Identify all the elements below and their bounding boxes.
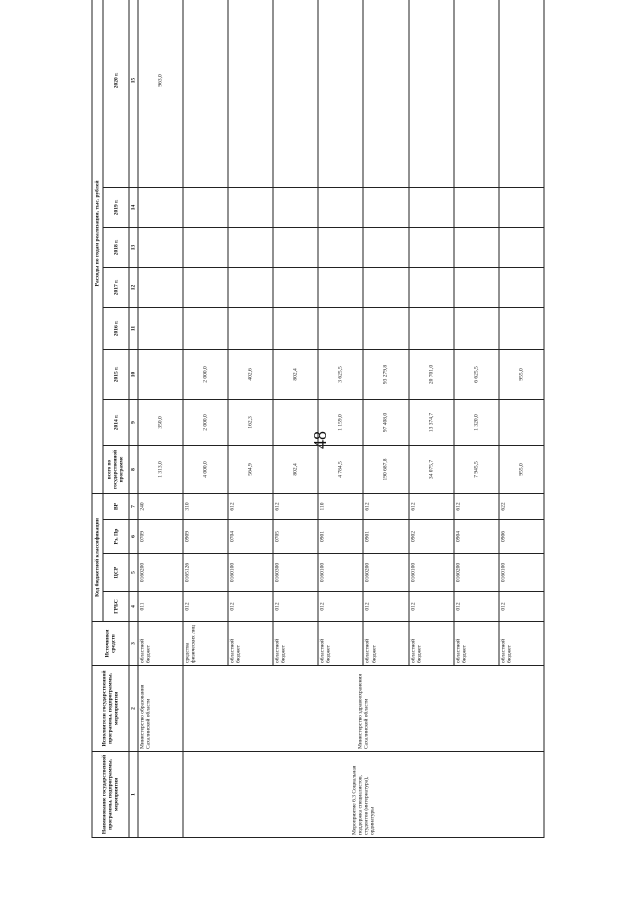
page-number: 48 [310, 431, 330, 449]
cell-source: областной бюджет [318, 622, 363, 666]
cell-2018 [454, 227, 499, 267]
cell-2020 [454, 0, 499, 187]
cell-2018 [363, 227, 408, 267]
cell-grbs: 012 [183, 592, 228, 622]
cell-2015: 955,0 [499, 349, 544, 399]
cell-vr: 612 [363, 493, 408, 519]
cell-2016 [318, 307, 363, 349]
cell-csr: 0160200 [363, 554, 408, 592]
cell-csr: 0165126 [183, 554, 228, 592]
cell-csr: 0160100 [228, 554, 273, 592]
cell-rzpr: 0901 [318, 520, 363, 554]
index-7: 7 [129, 493, 138, 519]
cell-2020: 963,0 [138, 0, 183, 187]
cell-2020 [363, 0, 408, 187]
header-year-2016: 2016 г. [103, 307, 128, 349]
cell-2020 [409, 0, 454, 187]
budget-table [92, 0, 545, 838]
cell-2015: 6 625,5 [454, 349, 499, 399]
cell-2019 [318, 187, 363, 227]
cell-vr: 622 [499, 493, 544, 519]
cell-total: 955,0 [499, 445, 544, 493]
cell-source: средства физических лиц [183, 622, 228, 666]
cell-2014 [273, 399, 318, 445]
cell-rzpr: 0901 [363, 520, 408, 554]
cell-source: областной бюджет [363, 622, 408, 666]
index-row [129, 0, 138, 838]
cell-2019 [183, 187, 228, 227]
header-name: Наименование государственной программы, подпрограммы, мероприятия [92, 752, 129, 838]
cell-total: 564,9 [228, 445, 273, 493]
cell-csr: 0160100 [499, 554, 544, 592]
cell-rzpr: 0709 [138, 520, 183, 554]
cell-rzpr: 0704 [228, 520, 273, 554]
cell-name-empty [138, 752, 183, 838]
header-year-2019: 2019 г. [103, 187, 128, 227]
cell-2017 [228, 267, 273, 307]
cell-2015: 402,6 [228, 349, 273, 399]
cell-vr: 612 [454, 493, 499, 519]
cell-total: 4 784,5 [318, 445, 363, 493]
cell-2016 [409, 307, 454, 349]
index-8: 8 [129, 445, 138, 493]
header-year-2017: 2017 г. [103, 267, 128, 307]
cell-2018 [318, 227, 363, 267]
index-15: 15 [129, 0, 138, 187]
cell-2016 [138, 307, 183, 349]
header-year-2015: 2015 г. [103, 349, 128, 399]
cell-2017 [318, 267, 363, 307]
cell-2018 [183, 227, 228, 267]
cell-2016 [228, 307, 273, 349]
cell-grbs: 011 [138, 592, 183, 622]
cell-2019 [273, 187, 318, 227]
cell-2019 [454, 187, 499, 227]
cell-grbs: 012 [499, 592, 544, 622]
cell-vr: 612 [228, 493, 273, 519]
cell-2020 [318, 0, 363, 187]
cell-csr: 0160100 [409, 554, 454, 592]
cell-2015: 802,4 [273, 349, 318, 399]
cell-2014: 350,0 [138, 399, 183, 445]
cell-2015: 3 625,5 [318, 349, 363, 399]
header-year-2014: 2014 г. [103, 399, 128, 445]
cell-2014: 2 000,0 [183, 399, 228, 445]
cell-source: областной бюджет [273, 622, 318, 666]
index-5: 5 [129, 554, 138, 592]
cell-2018 [499, 227, 544, 267]
cell-2014 [499, 399, 544, 445]
cell-grbs: 012 [318, 592, 363, 622]
cell-2014: 1 159,0 [318, 399, 363, 445]
header-year-2018: 2018 г. [103, 227, 128, 267]
cell-csr: 0160200 [454, 554, 499, 592]
cell-vr: 612 [273, 493, 318, 519]
cell-2019 [138, 187, 183, 227]
header-row-1 [92, 0, 103, 838]
cell-2019 [228, 187, 273, 227]
cell-grbs: 012 [409, 592, 454, 622]
index-12: 12 [129, 267, 138, 307]
cell-source: областной бюджет [228, 622, 273, 666]
cell-vr: 612 [409, 493, 454, 519]
cell-rzpr: 0904 [454, 520, 499, 554]
cell-2015: 2 000,0 [183, 349, 228, 399]
cell-source: областной бюджет [138, 622, 183, 666]
cell-2015 [138, 349, 183, 399]
cell-csr: 0160300 [273, 554, 318, 592]
cell-measure-name: Мероприятие 6.3 Социальная поддержка специалистов, студентов (интернатура), ординатуры [183, 752, 544, 838]
cell-total: 4 000,0 [183, 445, 228, 493]
cell-2017 [454, 267, 499, 307]
cell-grbs: 012 [273, 592, 318, 622]
index-3: 3 [129, 622, 138, 666]
cell-vr: 240 [138, 493, 183, 519]
header-total: всего по государственной программе [103, 445, 128, 493]
cell-source: областной бюджет [499, 622, 544, 666]
index-9: 9 [129, 399, 138, 445]
cell-2018 [228, 227, 273, 267]
table-row [138, 0, 183, 838]
cell-2016 [363, 307, 408, 349]
cell-grbs: 012 [363, 592, 408, 622]
cell-grbs: 012 [454, 592, 499, 622]
index-11: 11 [129, 307, 138, 349]
cell-2016 [499, 307, 544, 349]
index-2: 2 [129, 666, 138, 752]
index-1: 1 [129, 752, 138, 838]
index-14: 14 [129, 187, 138, 227]
cell-2015: 20 701,0 [409, 349, 454, 399]
table-row [183, 0, 228, 838]
cell-vr: 310 [183, 493, 228, 519]
cell-2020 [183, 0, 228, 187]
cell-total: 802,4 [273, 445, 318, 493]
cell-csr: 0160200 [138, 554, 183, 592]
cell-csr: 0160100 [318, 554, 363, 592]
cell-2020 [499, 0, 544, 187]
cell-grbs: 012 [228, 592, 273, 622]
table-body [138, 0, 544, 838]
header-vr: ВР [103, 493, 128, 519]
cell-2016 [273, 307, 318, 349]
cell-2018 [138, 227, 183, 267]
cell-executor-1: Министерство образования Сахалинской области [138, 666, 183, 752]
index-13: 13 [129, 227, 138, 267]
cell-2014: 97 408,0 [363, 399, 408, 445]
cell-2015: 93 279,8 [363, 349, 408, 399]
header-csr: ЦСР [103, 554, 128, 592]
cell-2017 [499, 267, 544, 307]
cell-2014: 1 320,0 [454, 399, 499, 445]
cell-total: 7 945,5 [454, 445, 499, 493]
cell-rzpr: 0909 [183, 520, 228, 554]
header-year-2020: 2020 г. [103, 0, 128, 187]
cell-rzpr: 0705 [273, 520, 318, 554]
header-rzpr: Рз, Пр [103, 520, 128, 554]
header-executor: Исполнители государственной программы, подпрограммы, мероприятия [92, 666, 129, 752]
cell-2019 [363, 187, 408, 227]
header-years-group: Расходы по годам реализации, тыс. рублей [92, 0, 103, 493]
cell-2014: 162,3 [228, 399, 273, 445]
cell-source: областной бюджет [454, 622, 499, 666]
header-grbs: ГРБС [103, 592, 128, 622]
cell-source: областной бюджет [409, 622, 454, 666]
cell-rzpr: 0906 [499, 520, 544, 554]
cell-total: 34 075,7 [409, 445, 454, 493]
budget-table-sheet [92, 74, 545, 838]
cell-2018 [409, 227, 454, 267]
cell-2018 [273, 227, 318, 267]
cell-2014: 13 374,7 [409, 399, 454, 445]
header-budget-classification: Код бюджетной классификации [92, 493, 103, 621]
cell-2016 [183, 307, 228, 349]
cell-vr: 110 [318, 493, 363, 519]
cell-2020 [228, 0, 273, 187]
cell-2019 [409, 187, 454, 227]
index-10: 10 [129, 349, 138, 399]
cell-rzpr: 0902 [409, 520, 454, 554]
cell-executor-2: Министерство здравоохранения Сахалинской области [183, 666, 544, 752]
cell-2019 [499, 187, 544, 227]
cell-2017 [273, 267, 318, 307]
cell-2016 [454, 307, 499, 349]
cell-total: 190 687,8 [363, 445, 408, 493]
header-source: Источники средств [92, 622, 129, 666]
cell-2020 [273, 0, 318, 187]
cell-2017 [409, 267, 454, 307]
cell-2017 [183, 267, 228, 307]
cell-2017 [363, 267, 408, 307]
index-4: 4 [129, 592, 138, 622]
index-6: 6 [129, 520, 138, 554]
cell-total: 1 313,0 [138, 445, 183, 493]
cell-2017 [138, 267, 183, 307]
